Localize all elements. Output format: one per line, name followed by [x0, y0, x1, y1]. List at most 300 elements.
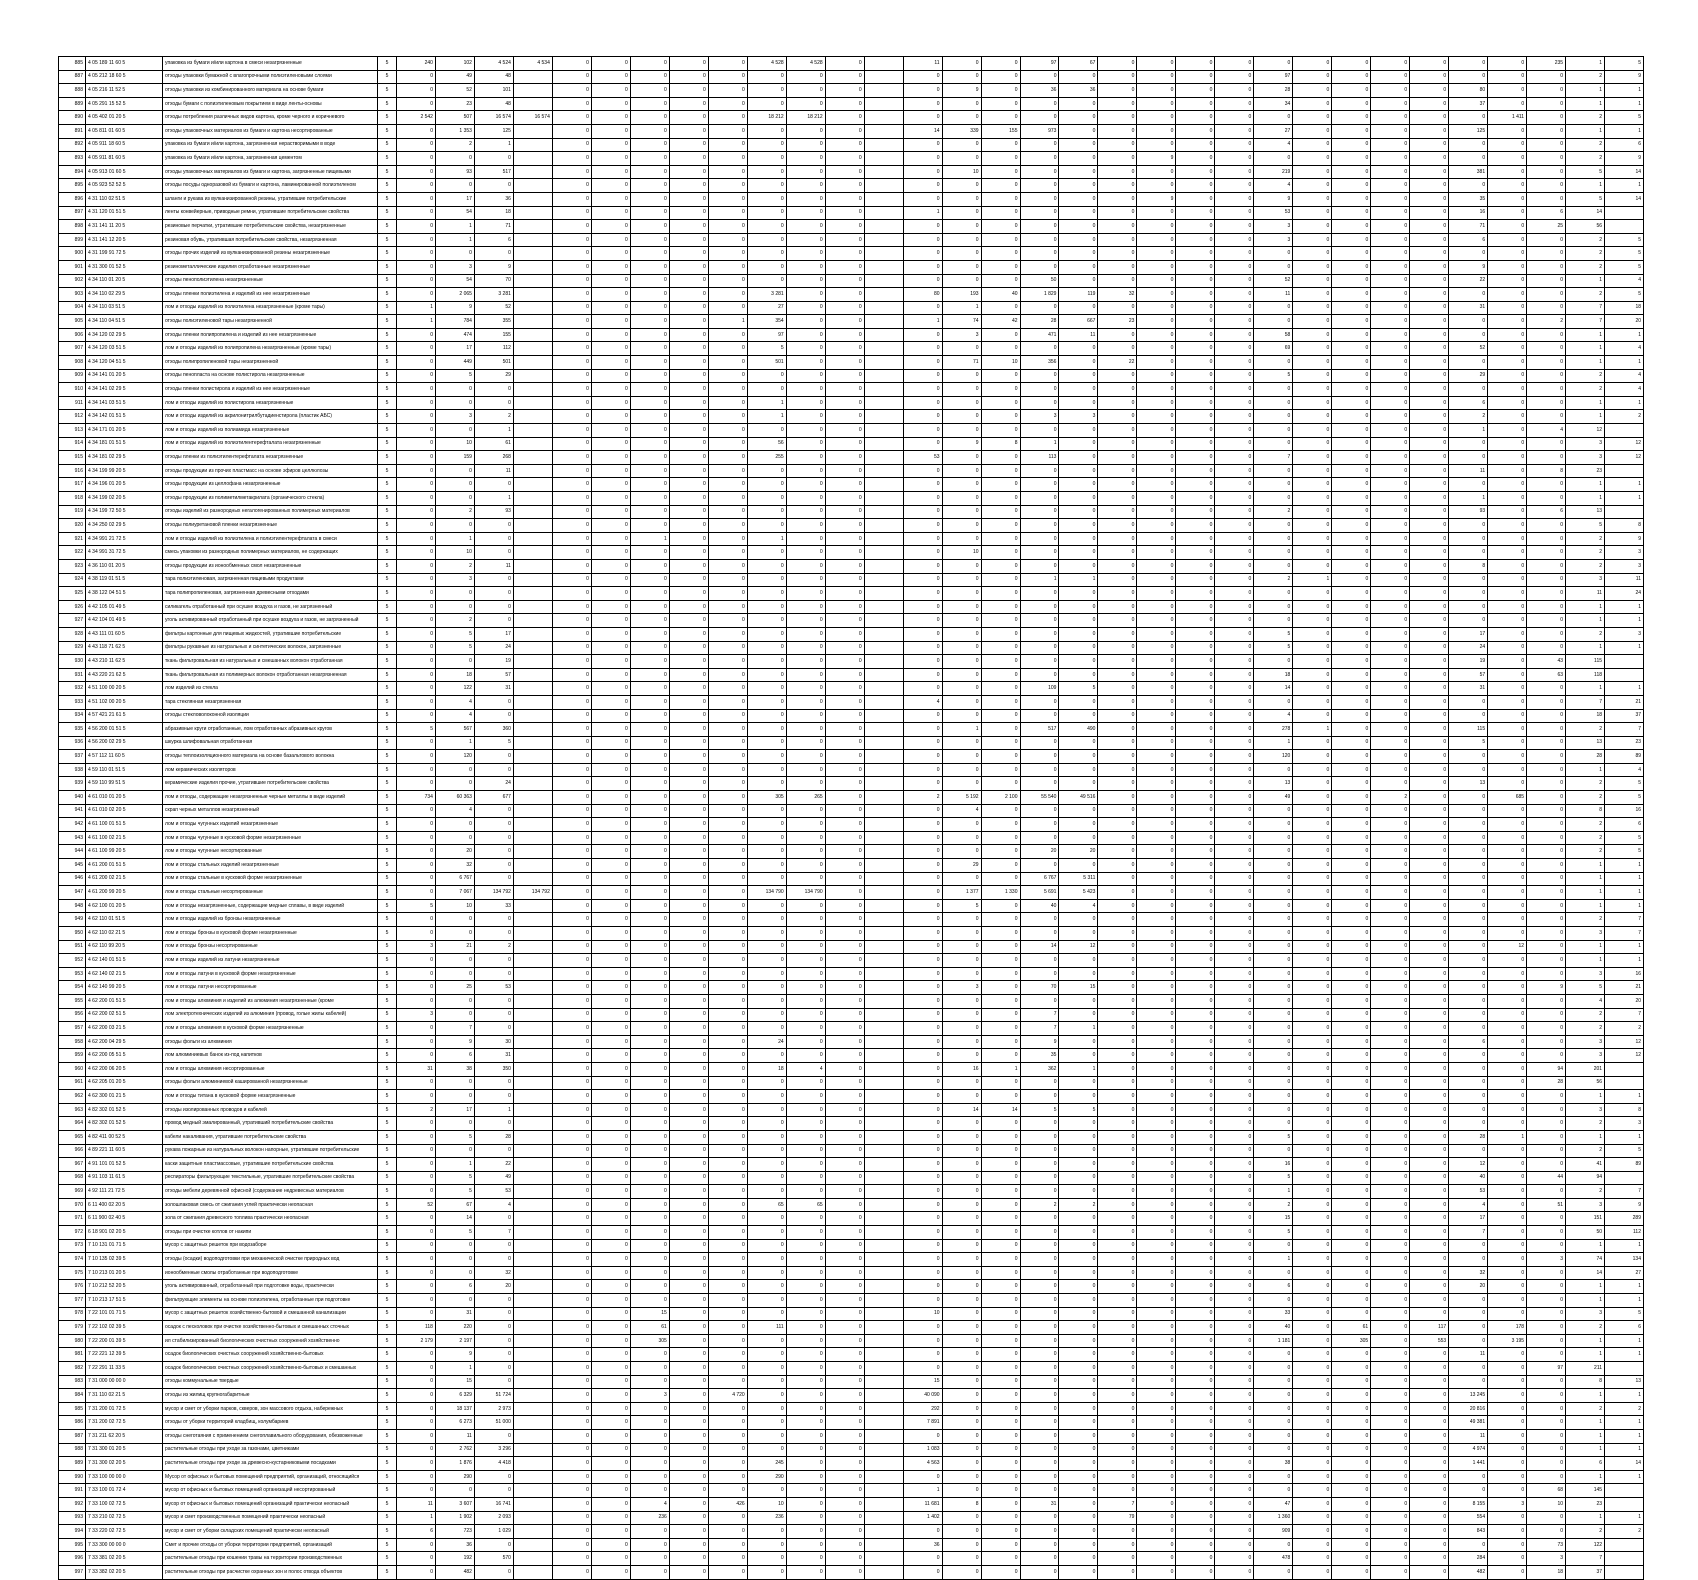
value-cell: 0 [1527, 124, 1566, 138]
row-number-cell: 964 [59, 1117, 86, 1131]
value-cell [513, 627, 552, 641]
table-row [59, 559, 1644, 573]
waste-name-cell: мусор и смет от уборки складских помещений практически неопасный [163, 1525, 378, 1539]
value-cell: 0 [981, 1321, 1020, 1335]
value-cell: 5 192 [942, 791, 981, 805]
value-cell: 0 [1098, 84, 1137, 98]
value-cell: 0 [630, 369, 669, 383]
value-cell: 0 [1176, 356, 1215, 370]
value-cell: 93 [474, 505, 513, 519]
value-cell: 0 [1254, 315, 1293, 329]
value-cell: 0 [1488, 1565, 1527, 1579]
value-cell: 0 [825, 1457, 864, 1471]
value-cell: 24 [1449, 641, 1488, 655]
value-cell: 0 [1371, 682, 1410, 696]
value-cell: 0 [397, 464, 436, 478]
value-cell: 0 [825, 437, 864, 451]
value-cell: 0 [708, 424, 747, 438]
value-cell: 0 [1098, 111, 1137, 125]
value-cell [513, 70, 552, 84]
hazard-class-cell: 5 [378, 1321, 397, 1335]
value-cell: 0 [1527, 736, 1566, 750]
value-cell: 0 [1371, 1511, 1410, 1525]
value-cell: 449 [435, 356, 474, 370]
value-cell: 0 [1293, 84, 1332, 98]
value-cell: 0 [1488, 1171, 1527, 1185]
row-number-cell: 917 [59, 478, 86, 492]
value-cell: 0 [1410, 233, 1449, 247]
waste-name-cell: шкурка шлифовальная отработанная [163, 736, 378, 750]
value-cell: 5 311 [1059, 872, 1098, 886]
value-cell: 0 [1410, 1185, 1449, 1199]
value-cell: 0 [1059, 559, 1098, 573]
value-cell: 27 [747, 301, 786, 315]
value-cell: 0 [981, 736, 1020, 750]
value-cell: 0 [1488, 328, 1527, 342]
value-cell: 0 [1371, 1130, 1410, 1144]
value-cell: 0 [630, 124, 669, 138]
value-cell [513, 383, 552, 397]
value-cell: 0 [1215, 111, 1254, 125]
value-cell: 2 [1059, 1198, 1098, 1212]
value-cell: 0 [669, 233, 708, 247]
value-cell [513, 831, 552, 845]
value-cell: 1 [435, 532, 474, 546]
value-cell: 0 [591, 1511, 630, 1525]
value-cell: 0 [474, 1565, 513, 1579]
waste-name-cell: отходы пенопласта на основе полистирола незагрязненные [163, 369, 378, 383]
value-cell: 0 [630, 152, 669, 166]
waste-code-cell: 4 31 110 02 51 5 [86, 192, 163, 206]
value-cell: 0 [669, 70, 708, 84]
value-cell: 0 [1098, 967, 1137, 981]
value-cell: 0 [1098, 206, 1137, 220]
value-cell: 0 [786, 247, 825, 261]
value-cell: 0 [786, 1090, 825, 1104]
value-cell: 21 [435, 940, 474, 954]
value-cell: 0 [708, 1470, 747, 1484]
value-cell: 474 [435, 328, 474, 342]
value-cell: 2 [1566, 845, 1605, 859]
value-cell: 20 816 [1449, 1402, 1488, 1416]
table-row [59, 1334, 1644, 1348]
value-cell: 0 [1371, 1076, 1410, 1090]
value-cell: 0 [903, 478, 942, 492]
table-row [59, 600, 1644, 614]
value-cell: 0 [1371, 1035, 1410, 1049]
value-cell: 32 [1449, 1266, 1488, 1280]
value-cell: 0 [708, 559, 747, 573]
value-cell: 57 [1449, 668, 1488, 682]
value-cell: 0 [1371, 260, 1410, 274]
value-cell: 0 [669, 111, 708, 125]
value-cell: 1 902 [435, 1511, 474, 1525]
value-cell: 3 296 [474, 1443, 513, 1457]
value-cell: 0 [1527, 152, 1566, 166]
value-cell: 0 [1176, 1008, 1215, 1022]
row-number-cell: 980 [59, 1334, 86, 1348]
value-cell: 0 [591, 1185, 630, 1199]
value-cell: 0 [1020, 1511, 1059, 1525]
value-cell: 0 [708, 1484, 747, 1498]
value-cell: 0 [1371, 940, 1410, 954]
value-cell: 0 [1527, 804, 1566, 818]
value-cell: 0 [1176, 111, 1215, 125]
value-cell: 0 [1410, 627, 1449, 641]
value-cell: 0 [1137, 913, 1176, 927]
value-cell: 0 [1020, 818, 1059, 832]
value-cell: 0 [591, 600, 630, 614]
value-cell: 1 [1605, 1348, 1644, 1362]
value-cell: 12 [1488, 940, 1527, 954]
value-cell: 1 [1566, 274, 1605, 288]
value-cell: 20 [474, 1280, 513, 1294]
value-cell: 37 [1449, 97, 1488, 111]
value-cell: 0 [1059, 478, 1098, 492]
value-cell: 0 [1059, 1375, 1098, 1389]
waste-name-cell: ионообменные смолы отработанные при водоподготовке [163, 1266, 378, 1280]
hazard-class-cell: 5 [378, 57, 397, 71]
value-cell: 0 [747, 573, 786, 587]
waste-code-cell: 4 34 141 01 20 5 [86, 369, 163, 383]
value-cell: 0 [435, 927, 474, 941]
value-cell: 0 [1098, 1022, 1137, 1036]
value-cell: 0 [708, 750, 747, 764]
value-cell: 0 [1332, 695, 1371, 709]
value-cell: 0 [591, 573, 630, 587]
value-cell: 0 [1293, 1130, 1332, 1144]
value-cell: 17 [1449, 627, 1488, 641]
value-cell: 0 [474, 247, 513, 261]
row-number-cell: 938 [59, 763, 86, 777]
value-cell: 0 [747, 831, 786, 845]
value-cell: 0 [1059, 994, 1098, 1008]
value-cell: 0 [708, 342, 747, 356]
value-cell: 0 [1176, 559, 1215, 573]
table-row [59, 994, 1644, 1008]
value-cell: 0 [1059, 383, 1098, 397]
value-cell: 0 [669, 723, 708, 737]
value-cell: 0 [552, 464, 591, 478]
value-cell: 11 [397, 1497, 436, 1511]
value-cell: 0 [669, 627, 708, 641]
value-cell: 4 [435, 804, 474, 818]
value-cell: 0 [1488, 804, 1527, 818]
value-cell [513, 1008, 552, 1022]
value-cell: 0 [1176, 723, 1215, 737]
value-cell: 0 [1215, 927, 1254, 941]
value-cell: 6 [1449, 233, 1488, 247]
value-cell: 356 [1020, 356, 1059, 370]
value-cell: 5 [1059, 1103, 1098, 1117]
value-cell: 2 [1566, 1185, 1605, 1199]
value-cell: 9 [474, 260, 513, 274]
row-number-cell: 955 [59, 994, 86, 1008]
value-cell: 0 [1449, 886, 1488, 900]
value-cell: 1 [1566, 1416, 1605, 1430]
value-cell [864, 328, 903, 342]
value-cell: 0 [981, 424, 1020, 438]
value-cell: 0 [942, 57, 981, 71]
value-cell: 0 [1059, 927, 1098, 941]
value-cell: 0 [747, 97, 786, 111]
value-cell: 0 [825, 600, 864, 614]
value-cell: 0 [1488, 546, 1527, 560]
value-cell: 0 [1098, 1185, 1137, 1199]
value-cell: 0 [1410, 124, 1449, 138]
table-row [59, 424, 1644, 438]
value-cell: 0 [591, 138, 630, 152]
value-cell: 0 [1449, 818, 1488, 832]
value-cell: 0 [591, 872, 630, 886]
value-cell: 0 [1293, 818, 1332, 832]
value-cell: 0 [786, 872, 825, 886]
value-cell: 1 [474, 424, 513, 438]
value-cell [513, 328, 552, 342]
value-cell: 0 [825, 1253, 864, 1267]
value-cell: 0 [669, 396, 708, 410]
value-cell: 0 [1215, 682, 1254, 696]
table-row [59, 859, 1644, 873]
hazard-class-cell: 5 [378, 872, 397, 886]
value-cell: 0 [1293, 872, 1332, 886]
value-cell: 0 [1059, 342, 1098, 356]
value-cell: 0 [552, 1090, 591, 1104]
waste-name-cell: растительные отходы при расчистке охранных зон и полос отвода объектов [163, 1565, 378, 1579]
value-cell: 0 [591, 97, 630, 111]
value-cell: 0 [397, 1171, 436, 1185]
value-cell: 1 [1566, 899, 1605, 913]
value-cell: 0 [552, 288, 591, 302]
value-cell: 0 [1020, 695, 1059, 709]
value-cell: 0 [669, 220, 708, 234]
value-cell: 56 [1566, 1076, 1605, 1090]
value-cell: 0 [1215, 818, 1254, 832]
value-cell: 482 [1449, 1565, 1488, 1579]
value-cell: 0 [708, 152, 747, 166]
value-cell: 0 [1098, 1049, 1137, 1063]
value-cell: 0 [1137, 220, 1176, 234]
value-cell: 0 [1059, 967, 1098, 981]
waste-name-cell: отходы потребления различных видов картона, кроме черного и коричневого [163, 111, 378, 125]
value-cell: 0 [1254, 1429, 1293, 1443]
value-cell: 0 [708, 927, 747, 941]
value-cell: 0 [1527, 791, 1566, 805]
value-cell: 0 [1059, 206, 1098, 220]
value-cell [513, 519, 552, 533]
value-cell: 0 [1293, 641, 1332, 655]
hazard-class-cell: 5 [378, 1497, 397, 1511]
value-cell: 0 [747, 1253, 786, 1267]
value-cell: 0 [1254, 424, 1293, 438]
table-row [59, 845, 1644, 859]
value-cell: 20 [1020, 845, 1059, 859]
value-cell: 0 [903, 70, 942, 84]
value-cell: 0 [1293, 1538, 1332, 1552]
value-cell: 0 [630, 1008, 669, 1022]
value-cell: 0 [1410, 668, 1449, 682]
value-cell: 0 [747, 1552, 786, 1566]
value-cell [864, 1022, 903, 1036]
value-cell: 0 [591, 927, 630, 941]
value-cell: 0 [1059, 1334, 1098, 1348]
value-cell: 0 [1137, 369, 1176, 383]
waste-code-cell: 7 22 200 01 39 5 [86, 1334, 163, 1348]
value-cell: 1 [1605, 1294, 1644, 1308]
value-cell: 0 [1449, 437, 1488, 451]
value-cell: 2 100 [981, 791, 1020, 805]
row-number-cell: 924 [59, 573, 86, 587]
value-cell: 0 [1371, 111, 1410, 125]
hazard-class-cell: 5 [378, 1457, 397, 1471]
value-cell: 0 [786, 927, 825, 941]
value-cell: 0 [825, 1076, 864, 1090]
value-cell: 0 [981, 913, 1020, 927]
value-cell: 0 [825, 559, 864, 573]
value-cell: 0 [981, 342, 1020, 356]
value-cell: 2 [903, 791, 942, 805]
value-cell: 0 [591, 777, 630, 791]
value-cell: 0 [1254, 913, 1293, 927]
row-number-cell: 993 [59, 1511, 86, 1525]
hazard-class-cell: 5 [378, 1470, 397, 1484]
row-number-cell: 985 [59, 1402, 86, 1416]
value-cell: 0 [1410, 464, 1449, 478]
value-cell: 1 [1059, 573, 1098, 587]
value-cell: 0 [1332, 777, 1371, 791]
value-cell: 0 [981, 600, 1020, 614]
value-cell: 0 [981, 1280, 1020, 1294]
value-cell: 0 [591, 342, 630, 356]
value-cell: 0 [1176, 328, 1215, 342]
waste-code-cell: 7 31 000 00 00 0 [86, 1375, 163, 1389]
value-cell: 0 [786, 356, 825, 370]
value-cell: 0 [397, 1484, 436, 1498]
value-cell: 0 [942, 1334, 981, 1348]
value-cell: 0 [708, 1362, 747, 1376]
value-cell: 3 [1527, 1552, 1566, 1566]
value-cell: 2 [1566, 260, 1605, 274]
value-cell: 0 [981, 383, 1020, 397]
value-cell: 0 [397, 179, 436, 193]
value-cell: 0 [903, 831, 942, 845]
value-cell: 0 [1332, 220, 1371, 234]
value-cell: 120 [435, 750, 474, 764]
value-cell: 0 [1410, 260, 1449, 274]
value-cell: 0 [747, 1090, 786, 1104]
value-cell: 0 [1254, 559, 1293, 573]
value-cell [1605, 1565, 1644, 1579]
value-cell: 0 [1332, 165, 1371, 179]
waste-name-cell: рукава пожарные из натуральных волокон напорные, утратившие потребительские [163, 1144, 378, 1158]
hazard-class-cell: 5 [378, 383, 397, 397]
value-cell: 490 [1059, 723, 1098, 737]
value-cell: 0 [981, 627, 1020, 641]
waste-code-cell: 4 43 210 11 62 5 [86, 655, 163, 669]
waste-name-cell: лом и отходы алюминия в кусковой форме незагрязненные [163, 1022, 378, 1036]
waste-code-cell: 4 59 110 99 51 5 [86, 777, 163, 791]
value-cell: 0 [1059, 424, 1098, 438]
value-cell [1605, 206, 1644, 220]
row-number-cell: 951 [59, 940, 86, 954]
value-cell: 0 [630, 505, 669, 519]
value-cell: 2 [1605, 1022, 1644, 1036]
value-cell: 0 [708, 845, 747, 859]
value-cell: 0 [786, 301, 825, 315]
value-cell: 0 [1410, 532, 1449, 546]
value-cell: 10 [435, 546, 474, 560]
value-cell: 0 [1488, 641, 1527, 655]
value-cell: 0 [669, 1280, 708, 1294]
value-cell: 0 [1371, 328, 1410, 342]
value-cell: 0 [942, 70, 981, 84]
waste-name-cell: респираторы фильтрующие текстильные, утратившие потребительские свойства [163, 1171, 378, 1185]
value-cell: 0 [669, 1212, 708, 1226]
row-number-cell: 919 [59, 505, 86, 519]
value-cell: 4 528 [747, 57, 786, 71]
value-cell: 843 [1449, 1525, 1488, 1539]
value-cell: 0 [474, 954, 513, 968]
value-cell: 0 [786, 1416, 825, 1430]
value-cell: 0 [1020, 859, 1059, 873]
value-cell [864, 1185, 903, 1199]
value-cell: 0 [630, 981, 669, 995]
value-cell: 0 [552, 315, 591, 329]
value-cell: 0 [591, 981, 630, 995]
value-cell: 0 [591, 84, 630, 98]
waste-code-cell: 4 59 110 01 51 5 [86, 763, 163, 777]
value-cell: 1 [1605, 396, 1644, 410]
value-cell: 0 [1488, 967, 1527, 981]
value-cell: 290 [435, 1470, 474, 1484]
value-cell: 0 [397, 668, 436, 682]
value-cell: 0 [903, 1212, 942, 1226]
value-cell: 0 [903, 777, 942, 791]
value-cell: 0 [825, 1171, 864, 1185]
waste-code-cell: 4 62 300 01 21 5 [86, 1090, 163, 1104]
value-cell: 0 [903, 1049, 942, 1063]
value-cell: 0 [1176, 1239, 1215, 1253]
value-cell: 0 [708, 70, 747, 84]
waste-name-cell: отходы продукции из прочих пластмасс на основе эфиров целлюлозы [163, 464, 378, 478]
value-cell: 0 [786, 492, 825, 506]
value-cell: 1 876 [435, 1457, 474, 1471]
waste-code-cell: 4 62 100 01 20 5 [86, 899, 163, 913]
value-cell: 0 [1293, 1334, 1332, 1348]
value-cell: 0 [1332, 1185, 1371, 1199]
value-cell: 0 [397, 872, 436, 886]
value-cell: 0 [708, 1511, 747, 1525]
value-cell: 0 [1371, 1049, 1410, 1063]
value-cell: 0 [1527, 274, 1566, 288]
value-cell: 0 [1098, 1470, 1137, 1484]
value-cell: 0 [1332, 559, 1371, 573]
value-cell [864, 600, 903, 614]
value-cell: 0 [1293, 1076, 1332, 1090]
value-cell: 0 [1410, 804, 1449, 818]
table-row [59, 1416, 1644, 1430]
value-cell: 0 [474, 383, 513, 397]
value-cell: 0 [1215, 97, 1254, 111]
value-cell: 0 [1410, 981, 1449, 995]
value-cell: 0 [1215, 750, 1254, 764]
value-cell: 4 [435, 709, 474, 723]
value-cell: 101 [474, 84, 513, 98]
value-cell: 0 [1176, 886, 1215, 900]
table-row [59, 260, 1644, 274]
value-cell: 6 273 [435, 1416, 474, 1430]
value-cell: 0 [1176, 492, 1215, 506]
